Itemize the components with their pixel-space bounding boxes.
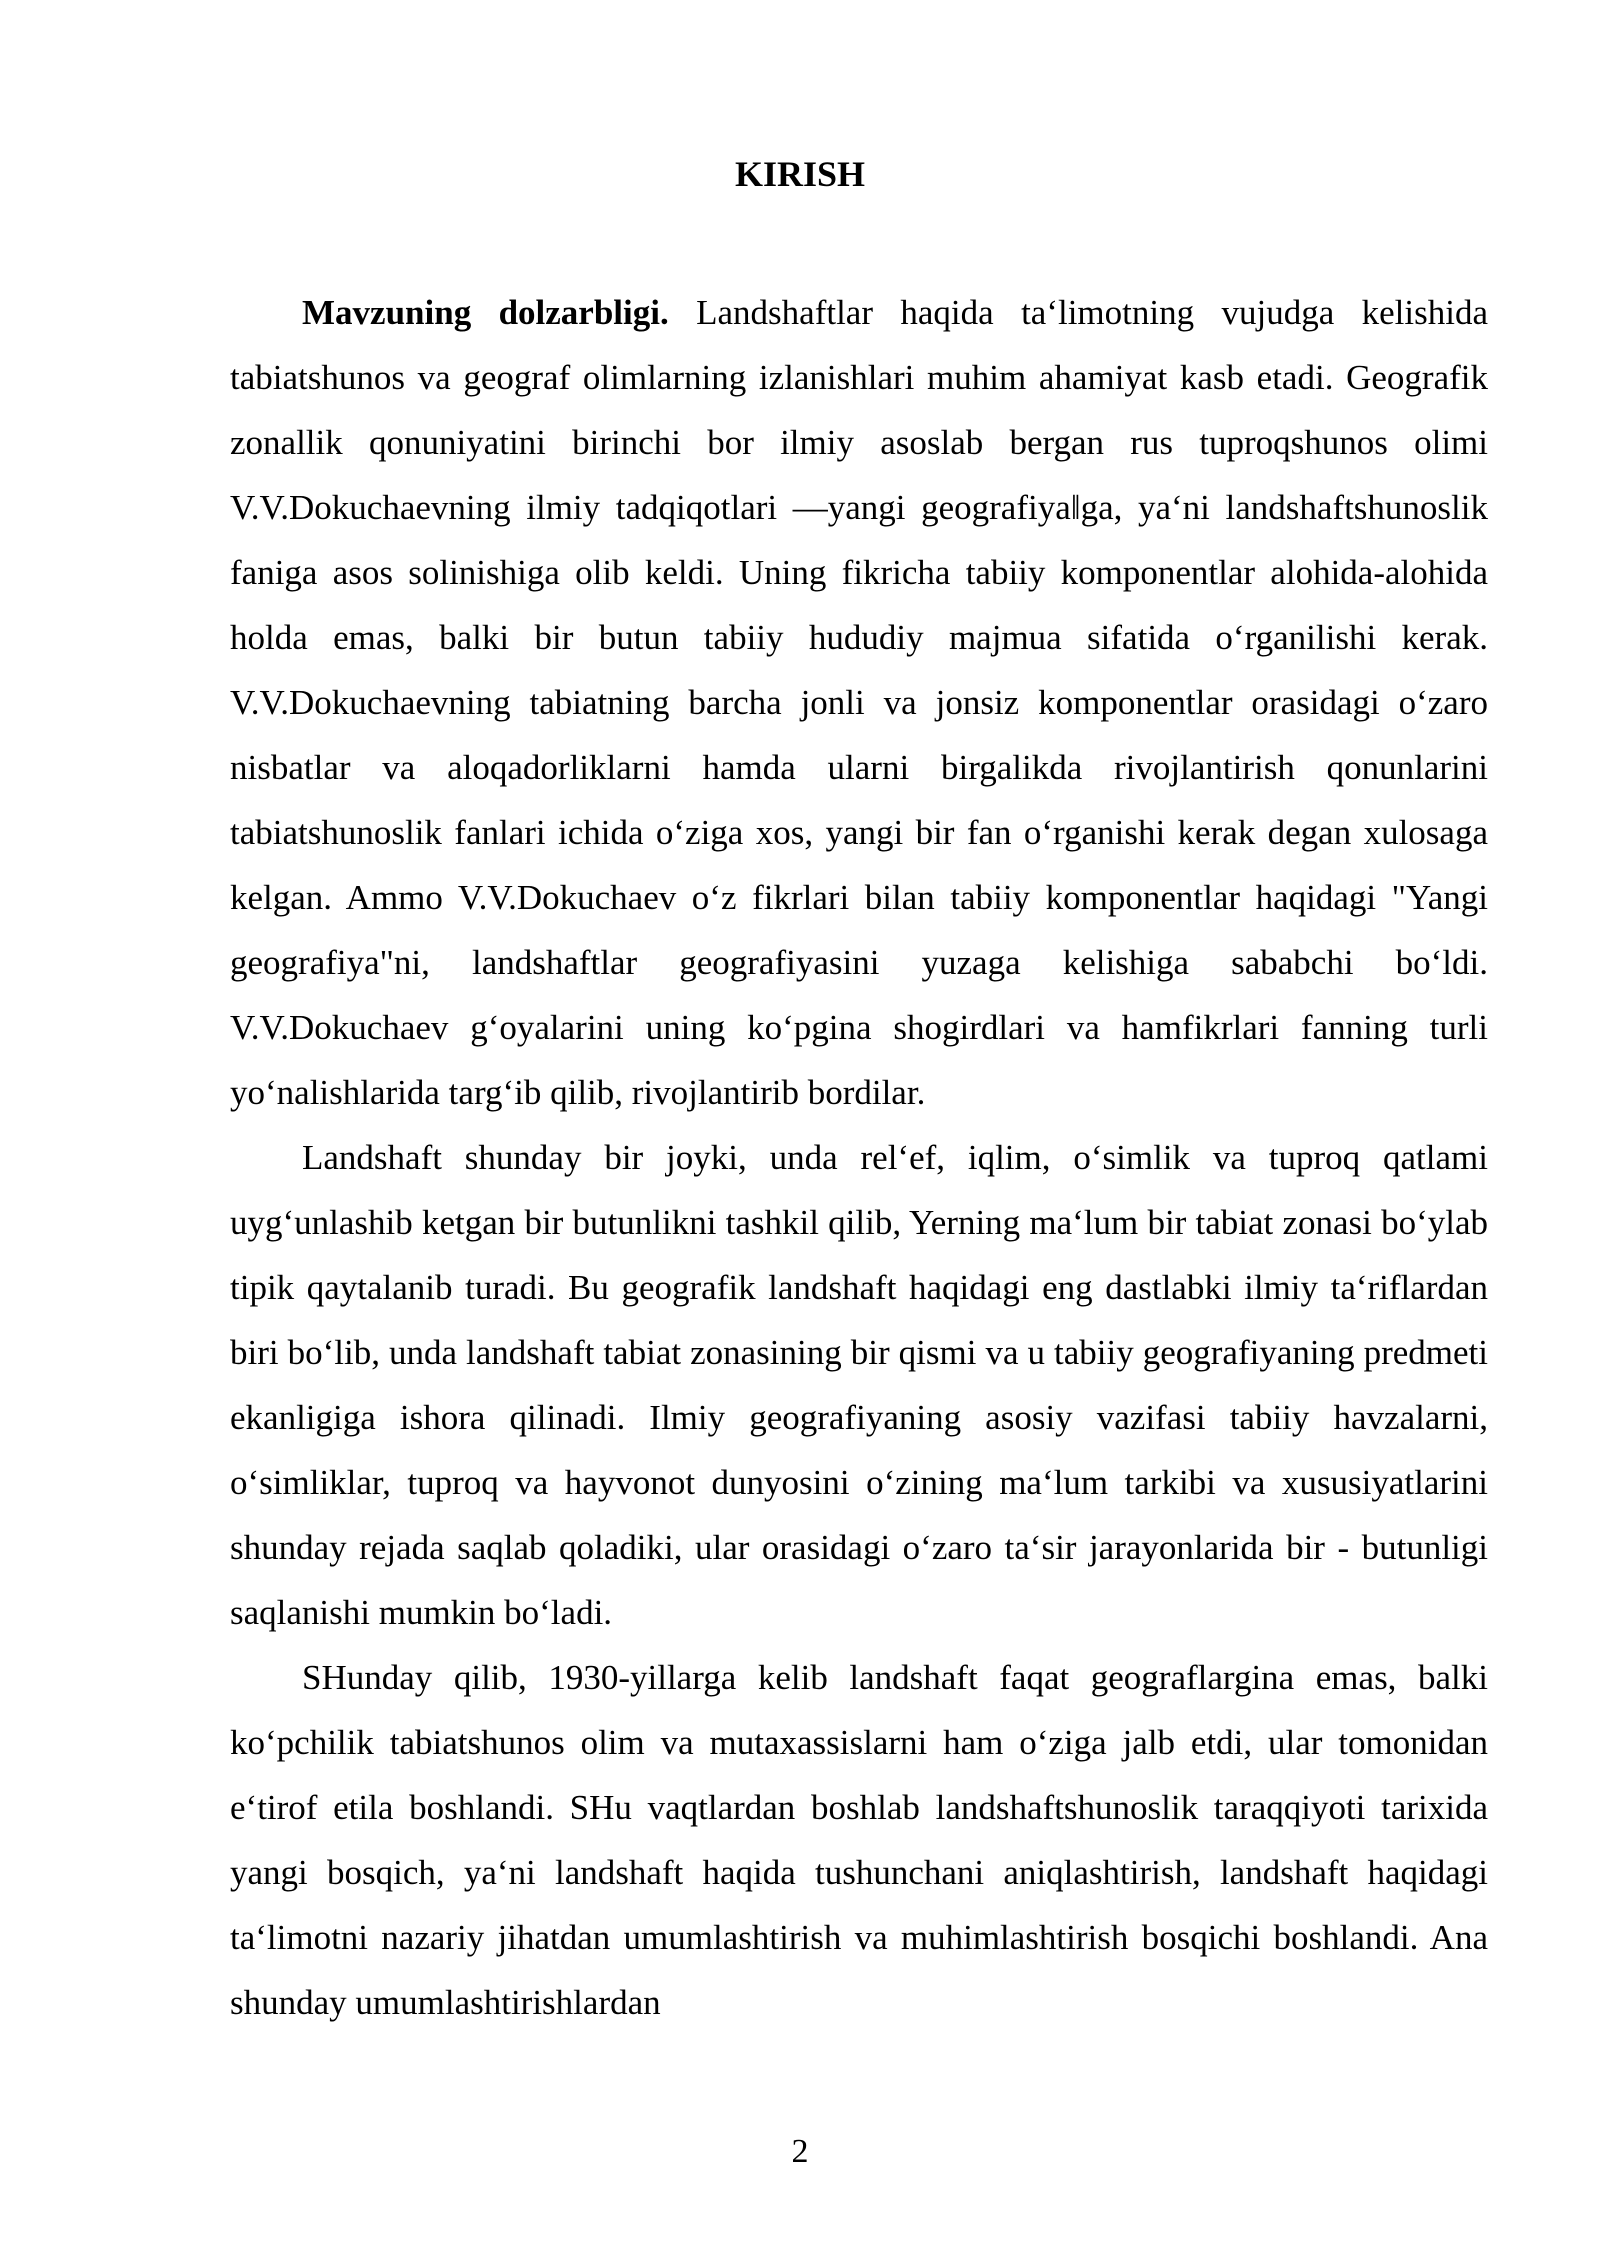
body-text xyxy=(230,280,1488,2035)
paragraph-text: Landshaftlar haqida ta‘limotning vujudga kelishida tabiatshunos va geograf olimlarning izlanishlari muhim ahamiyat kasb etadi. Geografik zonallik qonuniyatini birinchi bor ilmiy asoslab bergan rus tuproqshunos olimi V.V.Dokuchaevning ilmiy tadqiqotlari ―yangi geografiya‖ga, ya‘ni landshaftshunoslik faniga asos solinishiga olib keldi. Uning fikricha tabiiy komponentlar alohida-alohida holda emas, balki bir butun tabiiy hududiy majmua sifatida o‘rganilishi kerak. V.V.Dokuchaevning tabiatning barcha jonli va jonsiz komponentlar orasidagi o‘zaro nisbatlar va aloqadorliklarni hamda ularni birgalikda rivojlantirish qonunlarini tabiatshunoslik fanlari ichida o‘ziga xos, yangi bir fan o‘rganishi kerak degan xulosaga kelgan. Ammo V.V.Dokuchaev o‘z fikrlari bilan tabiiy komponentlar haqidagi "Yangi geografiya"ni, landshaftlar geografiyasini yuzaga kelishiga sababchi bo‘ldi. V.V.Dokuchaev g‘oyalarini uning ko‘pgina shogirdlari va hamfikrlari fanning turli yo‘nalishlarida targ‘ib qilib, rivojlantirib bordilar. xyxy=(230,293,1488,1112)
paragraph-lead: Mavzuning dolzarbligi. xyxy=(302,293,669,332)
paragraph-landscape-definition xyxy=(230,1125,1488,1645)
section-heading: KIRISH xyxy=(734,154,866,194)
paragraph-relevance xyxy=(230,280,1488,1125)
page-number: 2 xyxy=(791,2133,809,2170)
paragraph-text: Landshaft shunday bir joyki, unda rel‘ef, iqlim, o‘simlik va tuproq qatlami uyg‘unlashib ketgan bir butunlikni tashkil qilib, Yerning ma‘lum bir tabiat zonasi bo‘ylab tipik qaytalanib turadi. Bu geografik landshaft haqidagi eng dastlabki ilmiy ta‘riflardan biri bo‘lib, unda landshaft tabiat zonasining bir qismi va u tabiiy geografiyaning predmeti ekanligiga ishora qilinadi. Ilmiy geografiyaning asosiy vazifasi tabiiy havzalarni, o‘simliklar, tuproq va hayvonot dunyosini o‘zining ma‘lum tarkibi va xususiyatlarini shunday rejada saqlab qoladiki, ular orasidagi o‘zaro ta‘sir jarayonlarida bir - butunligi saqlanishi mumkin bo‘ladi. xyxy=(230,1138,1488,1632)
paragraph-1930s xyxy=(230,1645,1488,2035)
paragraph-text: SHunday qilib, 1930-yillarga kelib landshaft faqat geograflargina emas, balki ko‘pchilik tabiatshunos olim va mutaxassislarni ham o‘ziga jalb etdi, ular tomonidan e‘tirof etila boshlandi. SHu vaqtlardan boshlab landshaftshunoslik taraqqiyoti tarixida yangi bosqich, ya‘ni landshaft haqida tushunchani aniqlashtirish, landshaft haqidagi ta‘limotni nazariy jihatdan umumlashtirish va muhimlashtirish bosqichi boshlandi. Ana shunday umumlashtirishlardan xyxy=(230,1658,1488,2022)
